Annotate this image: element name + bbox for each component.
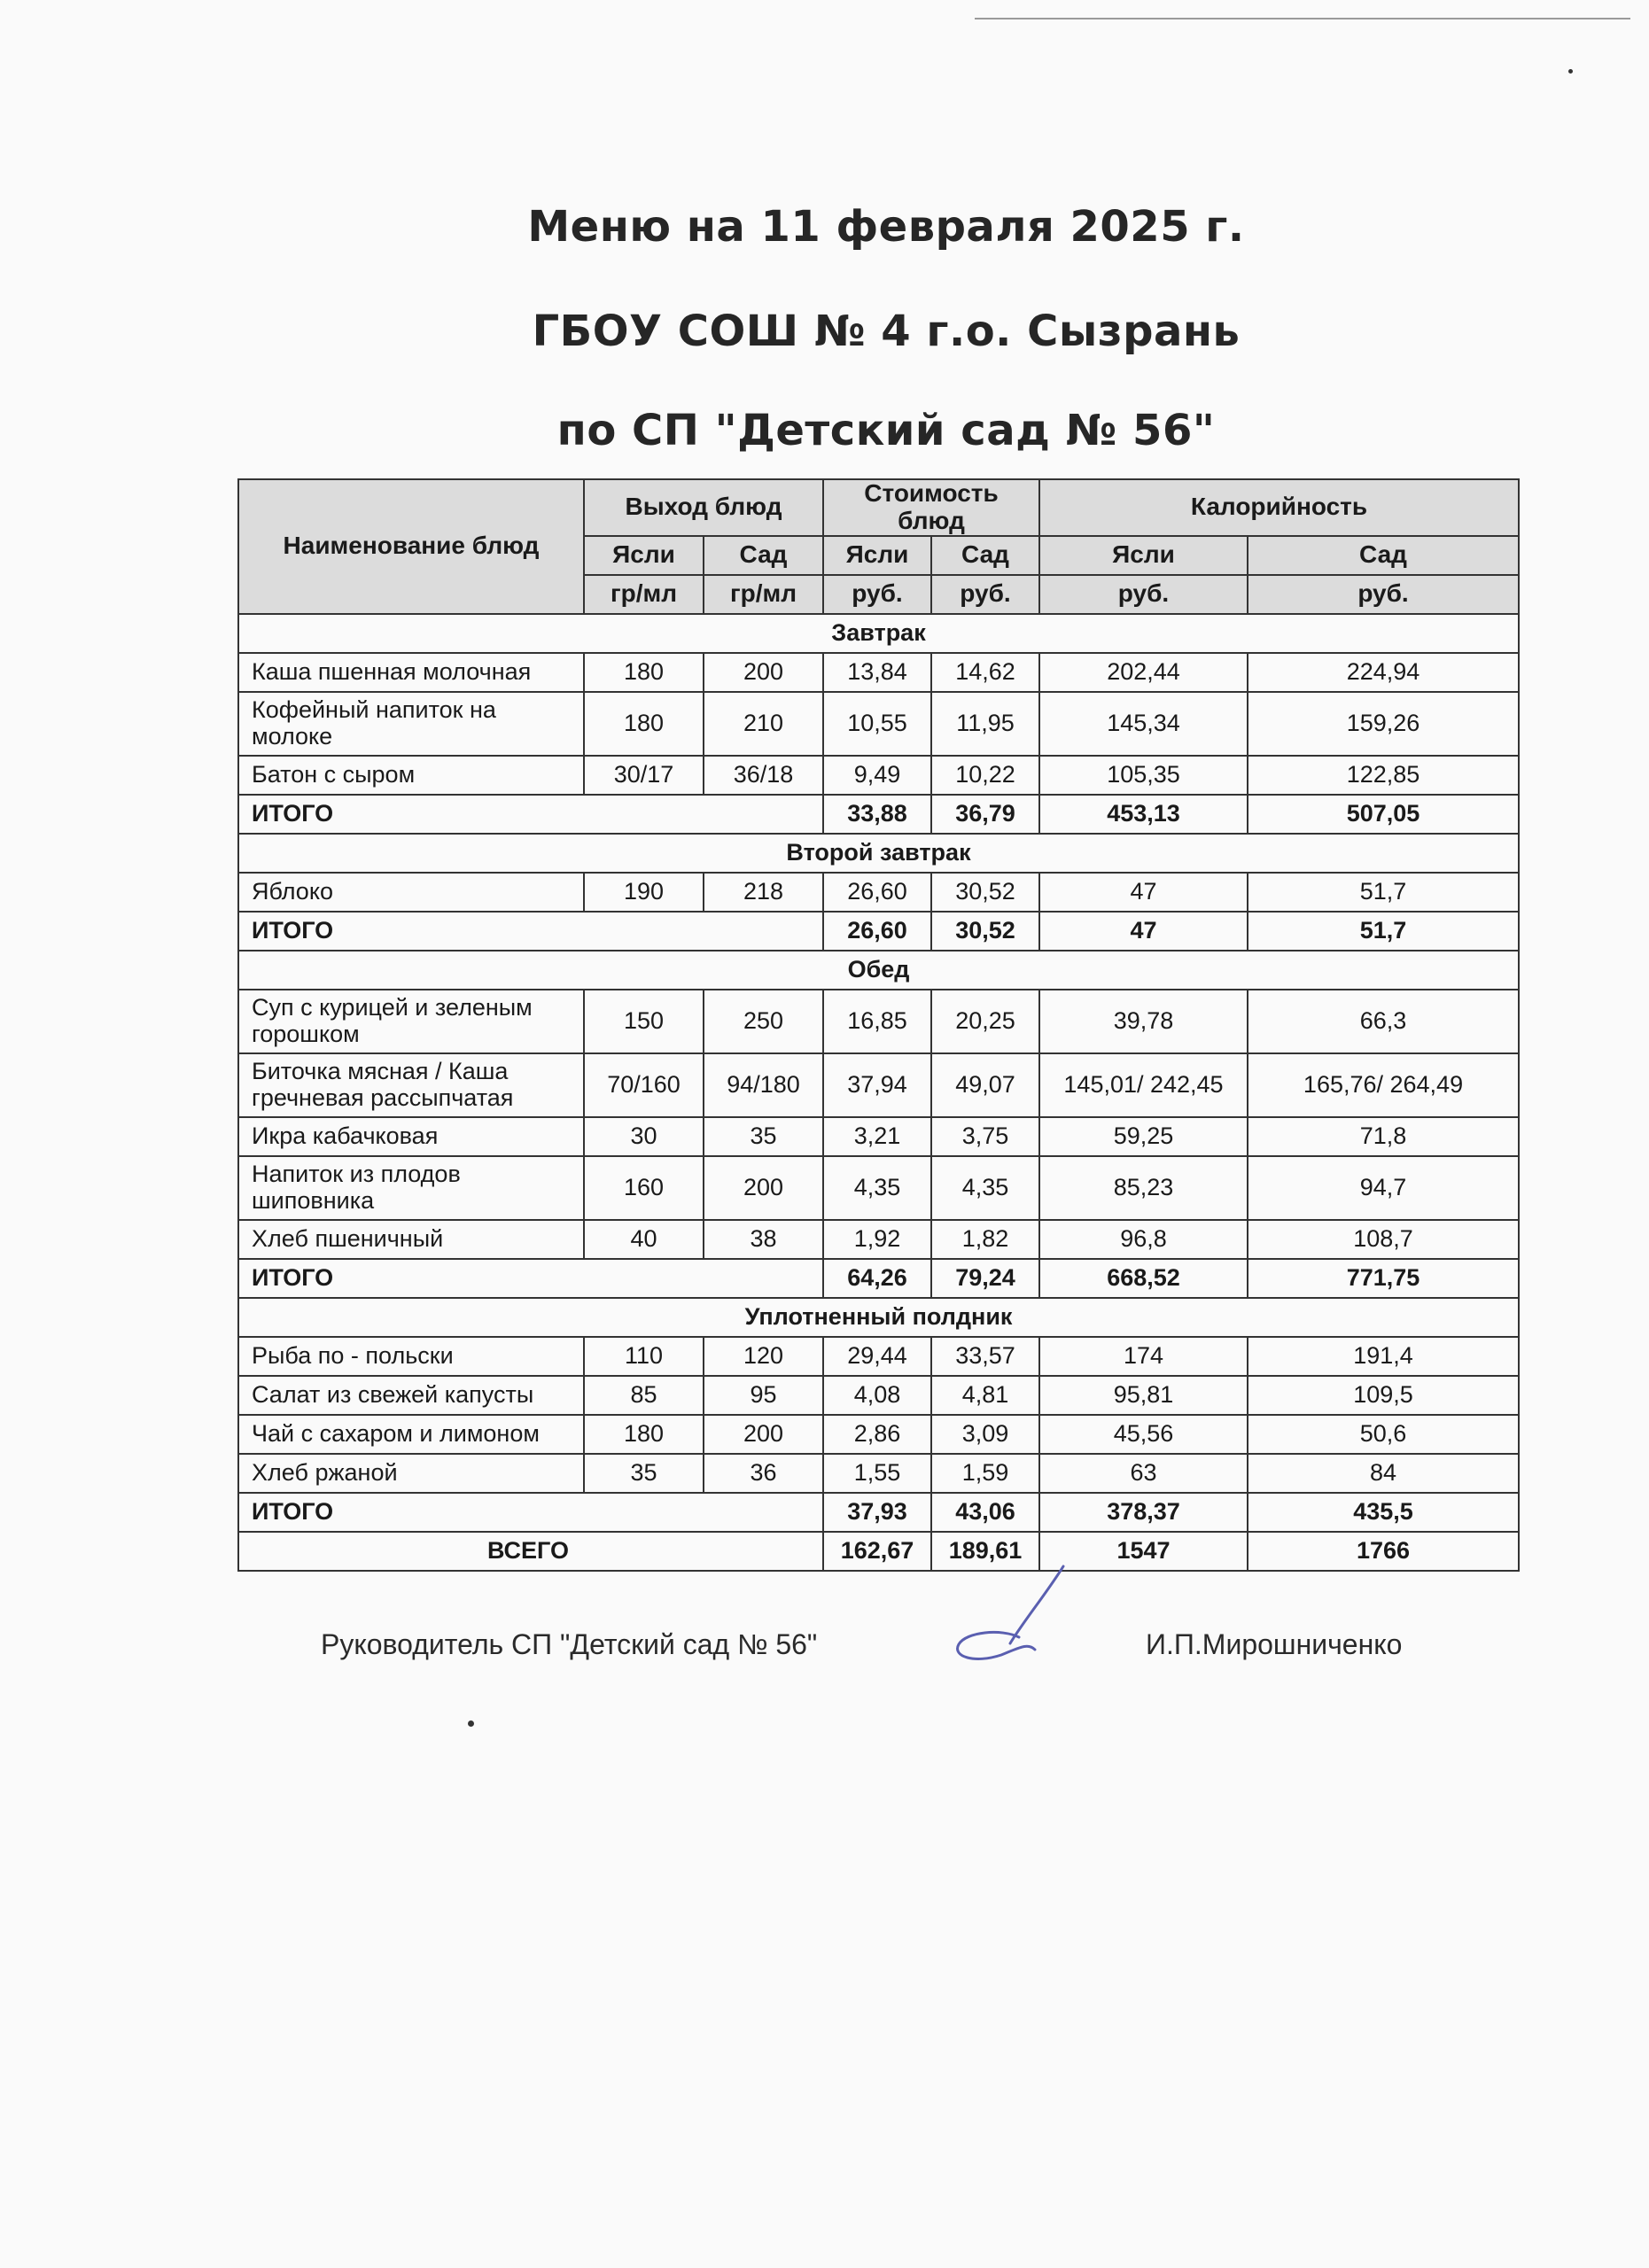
handwritten-signature: [939, 1559, 1090, 1666]
cost-garden: 1,82: [931, 1220, 1039, 1259]
cost-nursery: 4,08: [823, 1376, 931, 1415]
cost-garden: 4,81: [931, 1376, 1039, 1415]
table-header: [238, 479, 1519, 614]
page-title: Меню на 11 февраля 2025 г.: [527, 202, 1245, 252]
cost-nursery: 29,44: [823, 1337, 931, 1376]
cost-nursery-header: Ясли: [823, 536, 931, 575]
output-garden: 218: [704, 873, 823, 912]
section-title: Завтрак: [238, 614, 1519, 653]
subtotal-cost-nursery: 26,60: [823, 912, 931, 951]
dish-name: Чай с сахаром и лимоном: [238, 1415, 584, 1454]
output-garden: 95: [704, 1376, 823, 1415]
calories-nursery: 39,78: [1039, 990, 1248, 1053]
table-row: [238, 1220, 1519, 1259]
subtotal-label: ИТОГО: [238, 795, 823, 834]
cost-garden: 3,09: [931, 1415, 1039, 1454]
scan-edge-line: [975, 18, 1630, 19]
calories-garden: 165,76/ 264,49: [1248, 1053, 1519, 1117]
scan-speck: [1568, 69, 1573, 74]
subtotal-label: ИТОГО: [238, 912, 823, 951]
table-row: [238, 990, 1519, 1053]
calories-nursery: 174: [1039, 1337, 1248, 1376]
menu-table: [237, 478, 1520, 1572]
section-title: Уплотненный полдник: [238, 1298, 1519, 1337]
output-nursery: 70/160: [584, 1053, 704, 1117]
cost-garden: 20,25: [931, 990, 1039, 1053]
cost-garden: 14,62: [931, 653, 1039, 692]
dish-name: Яблоко: [238, 873, 584, 912]
output-nursery: 150: [584, 990, 704, 1053]
calories-nursery: 96,8: [1039, 1220, 1248, 1259]
output-nursery: 190: [584, 873, 704, 912]
calories-nursery: 145,01/ 242,45: [1039, 1053, 1248, 1117]
grand-total-label: ВСЕГО: [238, 1532, 823, 1571]
dish-name: Икра кабачковая: [238, 1117, 584, 1156]
calories-nursery: 202,44: [1039, 653, 1248, 692]
section-header-row: [238, 614, 1519, 653]
subtotal-calories-garden: 507,05: [1248, 795, 1519, 834]
cost-nursery: 3,21: [823, 1117, 931, 1156]
subtotal-calories-garden: 51,7: [1248, 912, 1519, 951]
subtotal-cost-garden: 36,79: [931, 795, 1039, 834]
output-garden: 36: [704, 1454, 823, 1493]
subtotal-label: ИТОГО: [238, 1493, 823, 1532]
subtotal-cost-nursery: 64,26: [823, 1259, 931, 1298]
calories-nursery: 85,23: [1039, 1156, 1248, 1220]
calories-nursery: 63: [1039, 1454, 1248, 1493]
dish-name: Рыба по - польски: [238, 1337, 584, 1376]
output-garden-header: Сад: [704, 536, 823, 575]
cost-nursery: 9,49: [823, 756, 931, 795]
signer-name: И.П.Мирошниченко: [1146, 1628, 1403, 1660]
dish-name: Батон с сыром: [238, 756, 584, 795]
cost-nursery-unit: руб.: [823, 575, 931, 614]
calories-garden: 84: [1248, 1454, 1519, 1493]
subtotal-calories-nursery: 453,13: [1039, 795, 1248, 834]
cost-nursery: 4,35: [823, 1156, 931, 1220]
cost-nursery: 37,94: [823, 1053, 931, 1117]
output-nursery: 180: [584, 653, 704, 692]
output-garden: 250: [704, 990, 823, 1053]
output-nursery: 180: [584, 1415, 704, 1454]
table-body: [238, 614, 1519, 1571]
subtotal-row: [238, 1493, 1519, 1532]
kindergarten-name: по СП "Детский сад № 56": [556, 406, 1216, 455]
cost-garden: 3,75: [931, 1117, 1039, 1156]
subtotal-row: [238, 795, 1519, 834]
cost-nursery: 1,92: [823, 1220, 931, 1259]
scan-speck: [468, 1720, 474, 1727]
subtotal-row: [238, 912, 1519, 951]
table-row: [238, 1454, 1519, 1493]
output-garden: 35: [704, 1117, 823, 1156]
table-row: [238, 1376, 1519, 1415]
output-garden: 38: [704, 1220, 823, 1259]
calories-garden: 50,6: [1248, 1415, 1519, 1454]
output-nursery-header: Ясли: [584, 536, 704, 575]
calories-nursery-header: Ясли: [1039, 536, 1248, 575]
cost-nursery: 26,60: [823, 873, 931, 912]
subtotal-calories-nursery: 378,37: [1039, 1493, 1248, 1532]
dish-name: Кофейный напиток на молоке: [238, 692, 584, 756]
school-name: ГБОУ СОШ № 4 г.о. Сызрань: [532, 307, 1241, 356]
output-garden: 36/18: [704, 756, 823, 795]
output-garden-unit: гр/мл: [704, 575, 823, 614]
calories-garden: 71,8: [1248, 1117, 1519, 1156]
output-nursery: 40: [584, 1220, 704, 1259]
calories-nursery: 47: [1039, 873, 1248, 912]
cost-garden: 10,22: [931, 756, 1039, 795]
cost-garden: 33,57: [931, 1337, 1039, 1376]
dish-name: Салат из свежей капусты: [238, 1376, 584, 1415]
dish-name: Хлеб пшеничный: [238, 1220, 584, 1259]
cost-garden: 49,07: [931, 1053, 1039, 1117]
output-garden: 120: [704, 1337, 823, 1376]
output-garden: 200: [704, 1415, 823, 1454]
cost-garden: 4,35: [931, 1156, 1039, 1220]
table-row: [238, 1156, 1519, 1220]
output-group-header: Выход блюд: [584, 479, 823, 536]
subtotal-calories-garden: 435,5: [1248, 1493, 1519, 1532]
calories-garden: 122,85: [1248, 756, 1519, 795]
section-header-row: [238, 834, 1519, 873]
table-row: [238, 756, 1519, 795]
output-nursery: 85: [584, 1376, 704, 1415]
calories-nursery: 59,25: [1039, 1117, 1248, 1156]
output-nursery: 30/17: [584, 756, 704, 795]
calories-garden: 66,3: [1248, 990, 1519, 1053]
calories-nursery: 145,34: [1039, 692, 1248, 756]
table-row: [238, 873, 1519, 912]
output-nursery: 110: [584, 1337, 704, 1376]
subtotal-cost-nursery: 37,93: [823, 1493, 931, 1532]
output-nursery: 35: [584, 1454, 704, 1493]
subtotal-cost-garden: 30,52: [931, 912, 1039, 951]
dish-name: Суп с курицей и зеленым горошком: [238, 990, 584, 1053]
calories-garden: 159,26: [1248, 692, 1519, 756]
calories-garden: 109,5: [1248, 1376, 1519, 1415]
calories-garden-unit: руб.: [1248, 575, 1519, 614]
section-title: Обед: [238, 951, 1519, 990]
calories-garden: 51,7: [1248, 873, 1519, 912]
dish-name: Каша пшенная молочная: [238, 653, 584, 692]
subtotal-cost-garden: 43,06: [931, 1493, 1039, 1532]
cost-nursery: 13,84: [823, 653, 931, 692]
output-garden: 200: [704, 653, 823, 692]
calories-group-header: Калорийность: [1039, 479, 1519, 536]
cost-nursery: 1,55: [823, 1454, 931, 1493]
grand-total-cost-garden: 189,61: [931, 1532, 1039, 1571]
grand-total-calories-garden: 1766: [1248, 1532, 1519, 1571]
calories-nursery-unit: руб.: [1039, 575, 1248, 614]
subtotal-row: [238, 1259, 1519, 1298]
section-title: Второй завтрак: [238, 834, 1519, 873]
calories-garden: 224,94: [1248, 653, 1519, 692]
cost-garden: 11,95: [931, 692, 1039, 756]
calories-nursery: 45,56: [1039, 1415, 1248, 1454]
dish-name: Биточка мясная / Каша гречневая рассыпчатая: [238, 1053, 584, 1117]
cost-garden-header: Сад: [931, 536, 1039, 575]
calories-garden-header: Сад: [1248, 536, 1519, 575]
table-row: [238, 653, 1519, 692]
subtotal-cost-garden: 79,24: [931, 1259, 1039, 1298]
grand-total-calories-nursery: 1547: [1039, 1532, 1248, 1571]
cost-nursery: 10,55: [823, 692, 931, 756]
output-nursery-unit: гр/мл: [584, 575, 704, 614]
signer-position: Руководитель СП "Детский сад № 56": [321, 1628, 818, 1660]
cost-garden: 1,59: [931, 1454, 1039, 1493]
table-row: [238, 1053, 1519, 1117]
section-header-row: [238, 951, 1519, 990]
table-row: [238, 1117, 1519, 1156]
output-garden: 200: [704, 1156, 823, 1220]
grand-total-cost-nursery: 162,67: [823, 1532, 931, 1571]
subtotal-calories-nursery: 668,52: [1039, 1259, 1248, 1298]
output-nursery: 30: [584, 1117, 704, 1156]
grand-total-row: [238, 1532, 1519, 1571]
calories-garden: 191,4: [1248, 1337, 1519, 1376]
dish-name: Напиток из плодов шиповника: [238, 1156, 584, 1220]
section-header-row: [238, 1298, 1519, 1337]
subtotal-cost-nursery: 33,88: [823, 795, 931, 834]
cost-garden: 30,52: [931, 873, 1039, 912]
cost-garden-unit: руб.: [931, 575, 1039, 614]
calories-nursery: 105,35: [1039, 756, 1248, 795]
cost-nursery: 2,86: [823, 1415, 931, 1454]
table-row: [238, 692, 1519, 756]
subtotal-label: ИТОГО: [238, 1259, 823, 1298]
cost-nursery: 16,85: [823, 990, 931, 1053]
dish-name-header: Наименование блюд: [238, 479, 584, 614]
subtotal-calories-nursery: 47: [1039, 912, 1248, 951]
output-garden: 94/180: [704, 1053, 823, 1117]
output-nursery: 160: [584, 1156, 704, 1220]
subtotal-calories-garden: 771,75: [1248, 1259, 1519, 1298]
table-row: [238, 1337, 1519, 1376]
calories-nursery: 95,81: [1039, 1376, 1248, 1415]
dish-name: Хлеб ржаной: [238, 1454, 584, 1493]
cost-group-header: Стоимость блюд: [823, 479, 1039, 536]
output-garden: 210: [704, 692, 823, 756]
calories-garden: 94,7: [1248, 1156, 1519, 1220]
table-row: [238, 1415, 1519, 1454]
output-nursery: 180: [584, 692, 704, 756]
calories-garden: 108,7: [1248, 1220, 1519, 1259]
